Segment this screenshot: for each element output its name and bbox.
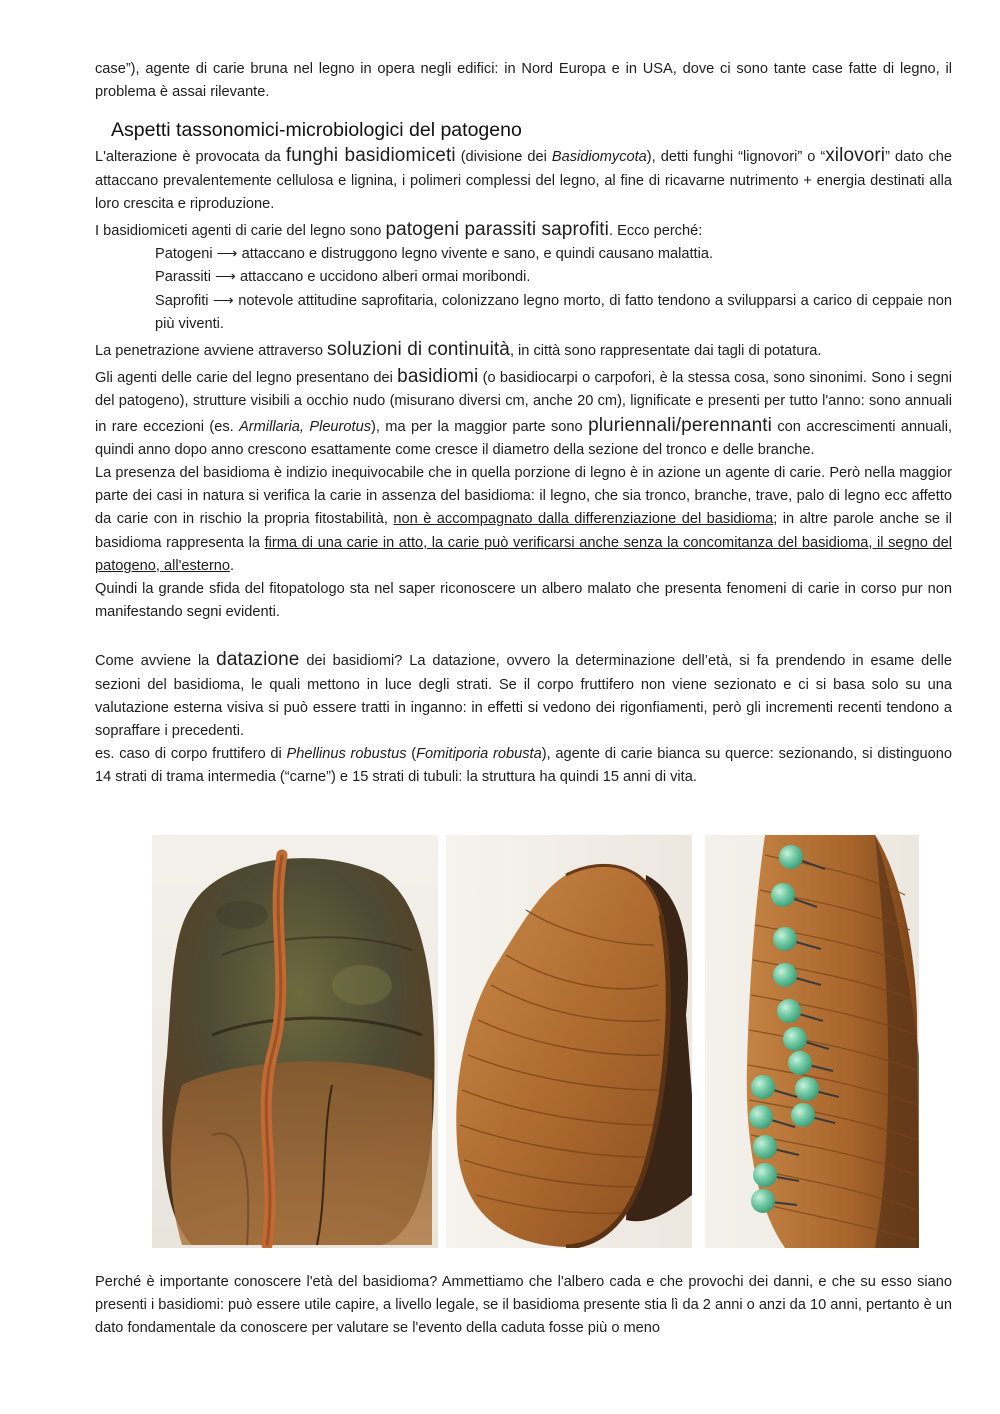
term-datazione: datazione xyxy=(216,649,300,671)
paragraph-presenza-basidioma: La presenza del basidioma è indizio inequivocabile che in quella porzione di legno è in azione un agente di carie. Però nella maggior parte dei casi in natura si verifica la carie in assenza del basidioma: il legno, che sia tronco, branche, trave, palo di legno ecc affetto da carie con in rischio la propria fitostabilità, non è accompagnato dalla differenziazione del basidioma; in altre parole anche se il basidioma rappresenta la firma di una carie in atto, la carie può verificarsi anche senza la concomitanza del basidioma, il segno del patogeno, all'esterno. xyxy=(95,465,952,574)
term-patogeni-parassiti-saprofiti: patogeni parassiti saprofiti xyxy=(385,219,609,241)
term-basidiomi: basidiomi xyxy=(397,366,479,388)
photo-fruiting-body-exterior xyxy=(152,835,438,1248)
term-funghi-basidiomiceti: funghi basidiomiceti xyxy=(285,145,456,167)
paragraph-intro: case”), agente di carie bruna nel legno in opera negli edifici: in Nord Europa e in USA, dove ci sono tante case fatte di legno, il problema è assai rilevante. xyxy=(95,61,952,101)
term-pluriennali-perennanti: pluriennali/perennanti xyxy=(588,414,772,436)
paragraph-penetrazione: La penetrazione avviene attraverso soluzioni di continuità, in città sono rappresentate dai tagli di potatura. xyxy=(95,339,822,361)
basidioma-photo-strip xyxy=(152,835,919,1248)
paragraph-datazione: Come avviene la datazione dei basidiomi? La datazione, ovvero la determinazione dell’età, si fa prendendo in esame delle sezioni del basidioma, le quali mettono in luce degli strati. Se il corpo fruttifero non viene sezionato e ci si basa solo su una valutazione esterna visiva si può essere tratti in inganno: in effetti si vedono dei rigonfiamenti, però gli incrementi recenti tendono a sopraffare i precedenti. xyxy=(95,649,952,740)
list-item: Parassiti ⟶ attaccano e uccidono alberi ormai moribondi. xyxy=(155,269,531,286)
photo-section-pins xyxy=(705,835,919,1248)
paragraph-esempio: es. caso di corpo fruttifero di Phellinus robustus (Fomitiporia robusta), agente di carie bianca su querce: sezionando, si distinguono 14 strati di trama intermedia (“carne”) e 15 strati di tubuli: la struttura ha quindi 15 anni di vita. xyxy=(95,746,952,786)
term-soluzioni-continuita: soluzioni di continuità xyxy=(327,339,510,361)
photo-section-layers xyxy=(446,835,692,1248)
paragraph-patogeni: I basidiomiceti agenti di carie del legno sono patogeni parassiti saprofiti. Ecco perché: xyxy=(95,219,703,241)
term-xilovori: xilovori xyxy=(825,145,886,167)
list-item: Patogeni ⟶ attaccano e distruggono legno vivente e sano, e quindi causano malattia. xyxy=(155,246,714,263)
paragraph-importanza-eta: Perché è importante conoscere l'età del basidioma? Ammettiamo che l'albero cada e che provochi dei danni, e che su esso siano presenti i basidiomi: può essere utile capire, a livello legale, se il basidioma presente stia lì da 2 anni o anzi da 10 anni, pertanto è un dato fondamentale da conoscere per valutare se l'evento della caduta fosse più o meno xyxy=(95,1274,952,1337)
list-item: Saprofiti ⟶ notevole attitudine saprofitaria, colonizzano legno morto, di fatto tendono a svilupparsi a carico di ceppaie non più viventi. xyxy=(155,292,952,332)
paragraph-basidiomi: Gli agenti delle carie del legno presentano dei basidiomi (o basidiocarpi o carpofori, è la stessa cosa, sono sinonimi. Sono i segni del patogeno), strutture visibili a occhio nudo (misurano diversi cm, anche 20 cm), lignificate e presenti per tutto l'anno: sono annuali in rare eccezioni (es. Armillaria, Pleurotus), ma per la maggior parte sono pluriennali/perennanti con accrescimenti annuali, quindi anno dopo anno crescono esattamente come cresce il diametro della sezione del tronco e delle branche. xyxy=(95,366,953,458)
paragraph-sfida: Quindi la grande sfida del fitopatologo sta nel saper riconoscere un albero malato che presenta fenomeni di carie in corso pur non manifestando segni evidenti. xyxy=(95,581,952,621)
section-heading: Aspetti tassonomici-microbiologici del patogeno xyxy=(111,119,522,142)
definition-list xyxy=(95,243,952,336)
document-body xyxy=(95,58,952,790)
paragraph-alterazione: L'alterazione è provocata da funghi basidiomiceti (divisione dei Basidiomycota), detti funghi “lignovori” o “xilovori” dato che attaccano prevalentemente cellulosa e lignina, i polimeri complessi del legno, al fine di ricavarne nutrimento + energia destinati alla loro crescita e riproduzione. xyxy=(95,145,952,212)
closing-text xyxy=(95,1271,952,1341)
